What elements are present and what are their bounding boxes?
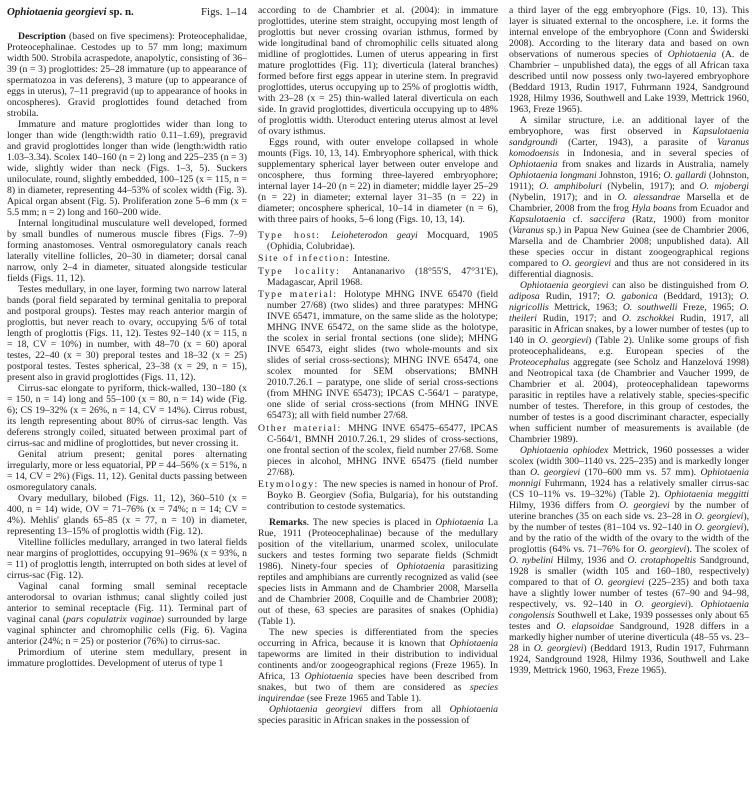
eggs-paragraph: Eggs round, with outer envelope collapsed in whole mounts (Figs. 10, 13, 14). Embryophore spherical, with thick supplementary spherical layer between outer envelope and oncosphere, thus forming three-layered embryophore; internal layer 14–20 (n = 22) in diameter; middle layer 25–29 (n = 22) in diameter; external layer 31–35 (n = 22) in diameter; oncosphere spherical, 10–14 in diameter (n = 6), with three pairs of hooks, 5–6 long (Figs. 10, 13, 14). bbox=[258, 137, 498, 225]
site-of-infection-entry: Site of infection: Intestine. bbox=[258, 253, 390, 264]
other-material-entry: Other material: MHNG INVE 65475–65477, IPCAS C-564/1, BMNH 2010.7.26.1, 29 slides of cross-sections, one frontal section of the scolex, field number 27/68. Some pieces in alcohol, MHNG INVE 65475 (field number 27/68). bbox=[258, 422, 499, 478]
type-locality-entry: Type locality: Antananarivo (18°55'S, 47°31'E), Madagascar, April 1968. bbox=[258, 265, 498, 288]
uterine-stem-paragraph: Primordium of uterine stem medullary, present in immature proglottides. Development of uterus of type 1 bbox=[7, 647, 247, 669]
genital-atrium-paragraph: Genital atrium present; genital pores alternating irregularly, more or less equatorial, PP = 44–56% (x = 51%, n = 14, CV = 2%) (Figs. 11, 12). Genital ducts passing between osmoregulatory canals. bbox=[7, 449, 247, 493]
proglottides-scolex-paragraph: Immature and mature proglottides wider than long to longer than wide (length:width ratio 0.11–1.69), pregravid and gravid proglottides longer than wide (length:width ratio 1.03–3.34). Scolex 140–160 (n = 2) long and 225–235 (n = 3) wide, slightly wider than neck (Figs. 1–3, 5). Suckers uniloculate, round, slightly embedded, 100–125 (x = 115, n = 8) in diameter, representing 44–53% of scolex width (Fig. 3). Apical organ absent (Fig. 5). Proliferation zone 5–6 mm (x = 5.5 mm; n = 2) long and 160–200 wide. bbox=[7, 119, 247, 218]
vaginal-canal-paragraph: Vaginal canal forming small seminal receptacle anterodorsal to ovarian isthmus; canal slightly coiled just anterior to seminal receptacle (Fig. 11). Terminal part of vaginal canal (pars copulatrix vaginae) surrounded by large vaginal sphincter and chromophilic cells (Fig. 6). Vagina anterior (24%; n = 25) or posterior (76%) to cirrus-sac. bbox=[7, 581, 247, 647]
type-host-entry: Type host: Leioheterodon geayi Mocquard, 1905 (Ophidia, Colubridae). bbox=[258, 229, 498, 252]
species-title-suffix: sp. n. bbox=[106, 6, 134, 18]
figures-reference: Figs. 1–14 bbox=[201, 6, 247, 18]
column-right bbox=[509, 5, 749, 726]
description-paragraph: Description (based on five specimens): Proteocephalidae, Proteocephalinae. Cestodes up to 57 mm long; maximum width 500. Strobila acraspedote, anapolytic, consisting of 36–39 (n = 3) proglottides: 25–28 immature (up to appearance of spermatozoa in vas deferens), 3 mature (up to appearance of eggs in uterus), 7–11 pregravid (up to appearance of hooks in oncospheres). Gravid proglottides found detached from strobila. bbox=[7, 31, 247, 119]
left-column-blocks bbox=[7, 31, 247, 669]
cirrus-sac-paragraph: Cirrus-sac elongate to pyriform, thick-walled, 130–180 (x = 150, n = 14) long and 55–100 (x = 80, n = 14) wide (Fig. 6); CS 19–32% (x = 26%, n = 14, CV = 14%). Cirrus robust, its length representing about 80% of cirrus-sac length. Vas deferens strongly coiled, situated between proximal part of cirrus-sac and midline of proglottides, but never crossing it. bbox=[7, 383, 247, 449]
remarks-paragraph: Remarks. The new species is placed in Ophiotaenia La Rue, 1911 (Proteocephalinae) because of the medullary position of the vitellarium, unarmed scolex, uniloculate suckers and testes forming two separate fields (Schmidt 1986). Ninety-four species of Ophiotaenia parasitizing reptiles and amphibians are currently recognized as valid (see species lists in Ammann and de Chambrier 2008, Marsella and de Chambrier 2008, Coquille and de Chambrier 2008); out of these, 63 species are parasites of snakes (Ophidia) (Table 1). bbox=[258, 516, 498, 627]
third-layer-continuation-paragraph: a third layer of the egg embryophore (Figs. 10, 13). This layer is situated external to the oncosphere, i.e. it forms the internal envelope of the embryophore (Conn and Świderski 2008). According to the literary data and based on own observations of numerous species of Ophiotaenia (A. de Chambrier – unpublished data), the eggs of all African taxa described until now possess only two-layered embryophore (Beddard 1913, Rudin 1917, Fuhrmann 1924, Sandground 1928, Hilmy 1936, Southwell and Lake 1939, Mettrick 1960, 1963, Freze 1965). bbox=[509, 5, 749, 115]
column-left bbox=[7, 5, 247, 726]
species-title bbox=[7, 6, 134, 18]
uterus-development-continuation-paragraph: according to de Chambrier et al. (2004): in immature proglottides, uterine stem straight, occupying most length of proglottis but never crossing ovarian isthmus, formed by wide longitudinal band of chromophilic cells situated along midline of proglottides. Lumen of uterus appearing in first mature proglottides (Fig. 11); diverticula (lateral branches) formed before first eggs appear in uterine stem. In pregravid proglottides, uterus occupying up to 25% of proglottis width, with 23–28 (x = 25) thin-walled lateral diverticula on each side. In gravid proglottides, diverticula occupying up to 48% of proglottis width. Uteroduct entering uterus almost at level of ovary isthmus. bbox=[258, 5, 498, 137]
species-comparisons-paragraph: Ophiotaenia ophiodex Mettrick, 1960 possesses a wider scolex (width 300–1140 vs. 225–235) and is markedly longer than O. georgievi (170–600 mm vs. 57 mm). Ophiotaenia monnigi Fuhrmann, 1924 has a relatively smaller cirrus-sac (CS 10–11% vs. 19–32%) (Table 2). Ophiotaenia meggitti Hilmy, 1936 differs from O. georgievi by the number of uterine branches (35 on each side vs. 23–28 in O. georgievi), by the number of testes (81–104 vs. 92–140 in O. georgievi), and by the ratio of the width of the ovary to the width of the proglottis (64% vs. 71–76% for O. georgievi). The scolex of O. nybelini Hilmy, 1936 and O. crotaphopeltis Sandground, 1928 is smaller (width 105 and 160–180, respectively) compared to that of O. georgievi (225–235) and both taxa have a slightly lower number of testes (67–90 and 94–98, respectively, vs. 92–140 in O. georgievi). Ophiotaenia congolensis Southwell et Lake, 1939 possesses only about 65 testes and O. elapsoidae Sandground, 1928 differs in a markedly higher number of uterine diverticula (48–55 vs. 23–28 in O. georgievi) (Beddard 1913, Rudin 1917, Fuhrmann 1924, Sandground 1928, Hilmy 1936, Southwell and Lake 1939, Mettrick 1960, 1963, Freze 1965). bbox=[509, 445, 750, 676]
species-name: Ophiotaenia georgievi bbox=[7, 6, 107, 18]
similar-structure-paragraph: A similar structure, i.e. an additional layer of the embryophore, was first observed in Kapsulotaenia sandgroundi (Carter, 1943), a parasite of Varanus komodoensis in Indonesia, and in several species of Ophiotaenia from snakes and lizards in Australia, namely Ophiotaenia longmani Johnston, 1916; O. gallardi (Johnston, 1911); O. amphiboluri (Nybelin, 1917); and O. mjobergi (Nybelin, 1917); and in O. alessandrae Marsella et de Chambrier, 2008 from the frog Hyla boans from Ecuador and Kapsulotaenia cf. saccifera (Ratz, 1900) from monitor (Varanus sp.) in Papua New Guinea (see de Chambrier 2006, Marsella and de Chambrier 2008; unpublished data). All these species occur in distant zoogeographical regions compared to O. georgievi and thus are not considered in its differential diagnosis. bbox=[509, 115, 749, 280]
column-middle bbox=[258, 5, 498, 726]
vitelline-follicles-paragraph: Vitelline follicles medullary, arranged in two lateral fields near margins of proglottides, occupying 91–96% (x = 93%, n = 11) of proglottis length, interrupted on both sides at level of cirrus-sac (Fig. 12). bbox=[7, 537, 247, 581]
distinguished-from-african-species-paragraph: Ophiotaenia georgievi can also be distinguished from O. adiposa Rudin, 1917; O. gabonica (Beddard, 1913); O. nigricollis Mettrick, 1963; O. southwelli Freze, 1965; O. theileri Rudin, 1917; and O. zschokkei Rudin, 1917, all parasitic in African snakes, by a lower number of testes (up to 140 in O. georgievi) (Table 2). Unlike some groups of fish proteocephalideans, e.g. European species of the Proteocephalus aggregate (see Scholz and Hanzelová 1998) and Neotropical taxa (de Chambrier and Vaucher 1999, de Chambrier et al. 2004), proteocephalidean tapeworms parasitic in reptiles have a relatively stable, species-specific number of testes. Therefore, in this group of cestodes, the number of testes is a good discriminant character, especially when sufficient number of measurements is available (de Chambrier 1989). bbox=[509, 280, 749, 445]
differs-from-all-paragraph: Ophiotaenia georgievi differs from all Ophiotaenia species parasitic in African snakes in the possession of bbox=[258, 703, 498, 726]
ovary-paragraph: Ovary medullary, bilobed (Figs. 11, 12), 360–510 (x = 400, n = 14) wide, OV = 71–76% (x = 74%; n = 14; CV = 4%). Mehlis' glands 65–85 (x = 77, n = 10) in diameter, representing 13–15% of proglottis width (Fig. 12). bbox=[7, 493, 247, 537]
middle-column-blocks bbox=[258, 5, 498, 726]
testes-paragraph: Testes medullary, in one layer, forming two narrow lateral bands (poral field separated by terminal genitalia to preporal and postporal groups). Testes may reach anterior margin of proglottis, but never reach to ovary, occupying 5/6 of total length of proglottis (Figs. 11, 12). Testes 92–140 (x = 115, n = 18, CV = 10%) in number, with 48–70 (x = 60) aporal testes, 22–40 (x = 30) preporal testes and 18–32 (x = 25) postporal testes. Testes spherical, 23–38 (x = 29, n = 15), present also in gravid proglottides (Figs. 11, 12). bbox=[7, 284, 247, 383]
musculature-paragraph: Internal longitudinal musculature well developed, formed by small bundles of numerous muscle fibres (Figs. 7–9) forming anastomoses. Ventral osmoregulatory canals reach laterally vitelline follicles, 20–30 in diameter; dorsal canal narrow, only 2–4 in diameter, situated alongside testicular fields (Figs. 11, 12). bbox=[7, 218, 247, 284]
differentiation-africa-paragraph: The new species is differentiated from the species occurring in Africa, because it is known that Ophiotaenia tapeworms are limited in their distribution to individual continents and/or zoogeographical regions (Freze 1965). In Africa, 13 Ophiotaenia species have been described from snakes, but two of them are considered as species inquirendae (see Freze 1965 and Table 1). bbox=[258, 626, 498, 704]
three-column-layout bbox=[7, 5, 749, 726]
right-column-blocks bbox=[509, 5, 749, 676]
etymology-entry: Etymology: The new species is named in honour of Prof. Boyko B. Georgiev (Sofia, Bulgaria), for his outstanding contribution to cestode systematics. bbox=[258, 479, 498, 512]
type-material-entry: Type material: Holotype MHNG INVE 65470 (field number 27/68) (two slides) and three paratypes: MHNG INVE 65471, immature, on the same slide as the holotype; MHNG INVE 65472, on the same slide as the holotype, the scolex in serial frontal sections (one slide); MHNG INVE 65473, eight slides (two whole-mounts and six slides of serial cross-sections); MHNG INVE 65474, one scolex mounted for SEM observations; BMNH 2010.7.26.1 – paratype, one slide of serial cross-sections (from MHNG INVE 65473); IPCAS C-564/1 – paratype, one slide of serial cross-sections (from MHNG INVE 65473); all with field number 27/68. bbox=[258, 289, 498, 421]
article-header bbox=[7, 6, 247, 18]
